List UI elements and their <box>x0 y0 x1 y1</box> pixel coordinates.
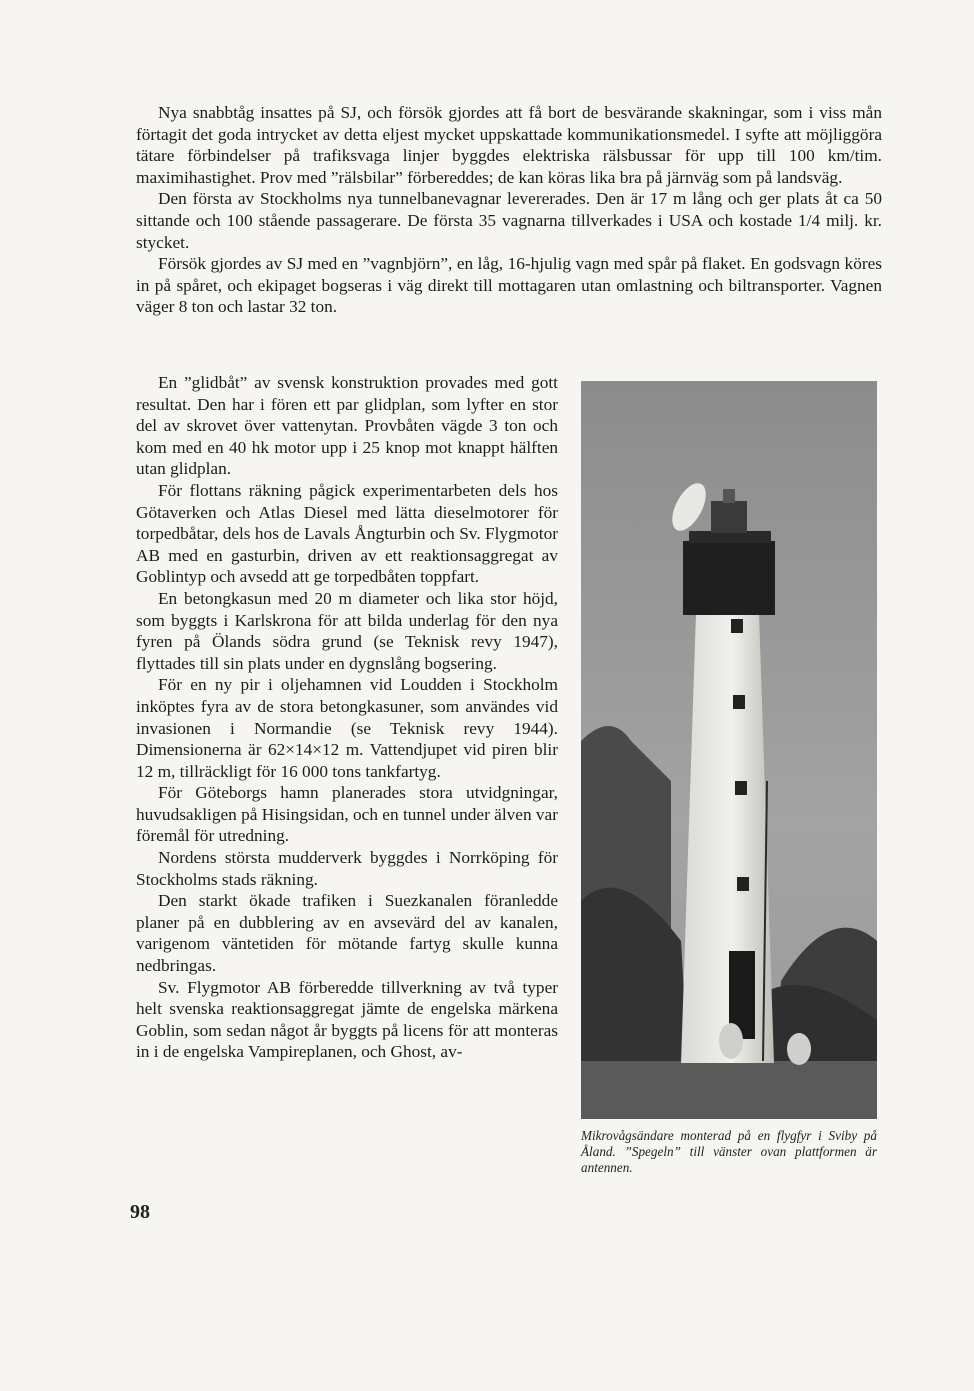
full-width-text <box>136 102 882 318</box>
paragraph-flygmotor: Sv. Flygmotor AB förberedde tillverkning av två typer helt svenska reaktionsaggregat jämte de engelska märkena Goblin, som sedan något år byggts på licens för att monteras in i de engelska Vampireplanen, och Ghost, av- <box>136 977 558 1062</box>
paragraph-glidbat: En ”glidbåt” av svensk konstruktion provades med gott resultat. Den har i fören ett par glidplan, som lyfter en stor del av skrovet över vattenytan. Provbåten vägde 3 ton och kom med en 40 hk motor upp i 25 knop mot knappt hälften utan glidplan. <box>136 373 558 479</box>
paragraph-mudderverk: Nordens största mudderverk byggdes i Norrköping för Stockholms stads räkning. <box>136 848 558 889</box>
paragraph-suezkanalen: Den starkt ökade trafiken i Suezkanalen föranledde planer på en dubblering av en avsevärd del av kanalen, varigenom väntetiden för mötande fartyg skulle kunna nedbringas. <box>136 891 558 976</box>
paragraph-flottan: För flottans räkning pågick experimentarbeten dels hos Götaverken och Atlas Diesel med lätta dieselmotorer för torpedbåtar, dels hos de Lavals Ångturbin och Sv. Flygmotor AB med en gasturbin, driven av ett reaktionsaggregat av Goblintyp och avsedd att ge torpedbåten toppfart. <box>136 480 558 587</box>
paragraph-goteborg: För Göteborgs hamn planerades stora utvidgningar, huvudsakligen på Hisingsidan, och en tunnel under älven var föremål för utredning. <box>136 783 558 846</box>
left-column-text <box>136 372 558 1063</box>
paragraph-snabbtag: Nya snabbtåg insattes på SJ, och försök gjordes att få bort de besvärande skakningar, som i viss mån förtagit det goda intrycket av detta eljest mycket uppskattade kommunikationsmedel. I syfte att möjliggöra tätare förbindelser på trafiksvaga linjer byggdes elektriska rälsbussar för upp till 100 km/tim. maximihastighet. Prov med ”rälsbilar” förbereddes; de kan köras lika bra på järnväg som på landsväg. <box>136 103 882 187</box>
lighthouse-photo <box>581 381 877 1119</box>
paragraph-vagnbjorn: Försök gjordes av SJ med en ”vagnbjörn”, en låg, 16-hjulig vagn med spår på flaket. En godsvagn köres in på spåret, och ekipaget bogseras i väg direkt till mottagaren utan omlastning och biltransporter. Vagnen väger 8 ton och lastar 32 ton. <box>136 254 882 317</box>
paragraph-betongkasun: En betongkasun med 20 m diameter och lika stor höjd, som byggts i Karlskrona för att bilda underlag för den nya fyren på Ölands södra grund (se Teknisk revy 1947), flyttades till sin plats under en dygnslång bogsering. <box>136 588 558 673</box>
paragraph-pir: För en ny pir i oljehamnen vid Loudden i Stockholm inköptes fyra av de stora betongkasuner, som användes vid invasionen i Normandie (se Teknisk revy 1944). Dimensionerna är 62×14×12 m. Vattendjupet vid piren blir 12 m, tillräckligt för 16 000 tons tankfartyg. <box>136 675 558 781</box>
paragraph-tunnelbana: Den första av Stockholms nya tunnelbanevagnar levererades. Den är 17 m lång och ger plats åt ca 50 sittande och 100 stående passagerare. De första 35 vagnarna tillverkades i USA och kostade 1/4 milj. kr. stycket. <box>136 189 882 252</box>
photo-caption: Mikrovågsändare monterad på en flygfyr i Sviby på Åland. ”Spegeln” till vänster ovan plattformen är antennen. <box>581 1128 877 1176</box>
page-number: 98 <box>130 1201 150 1223</box>
